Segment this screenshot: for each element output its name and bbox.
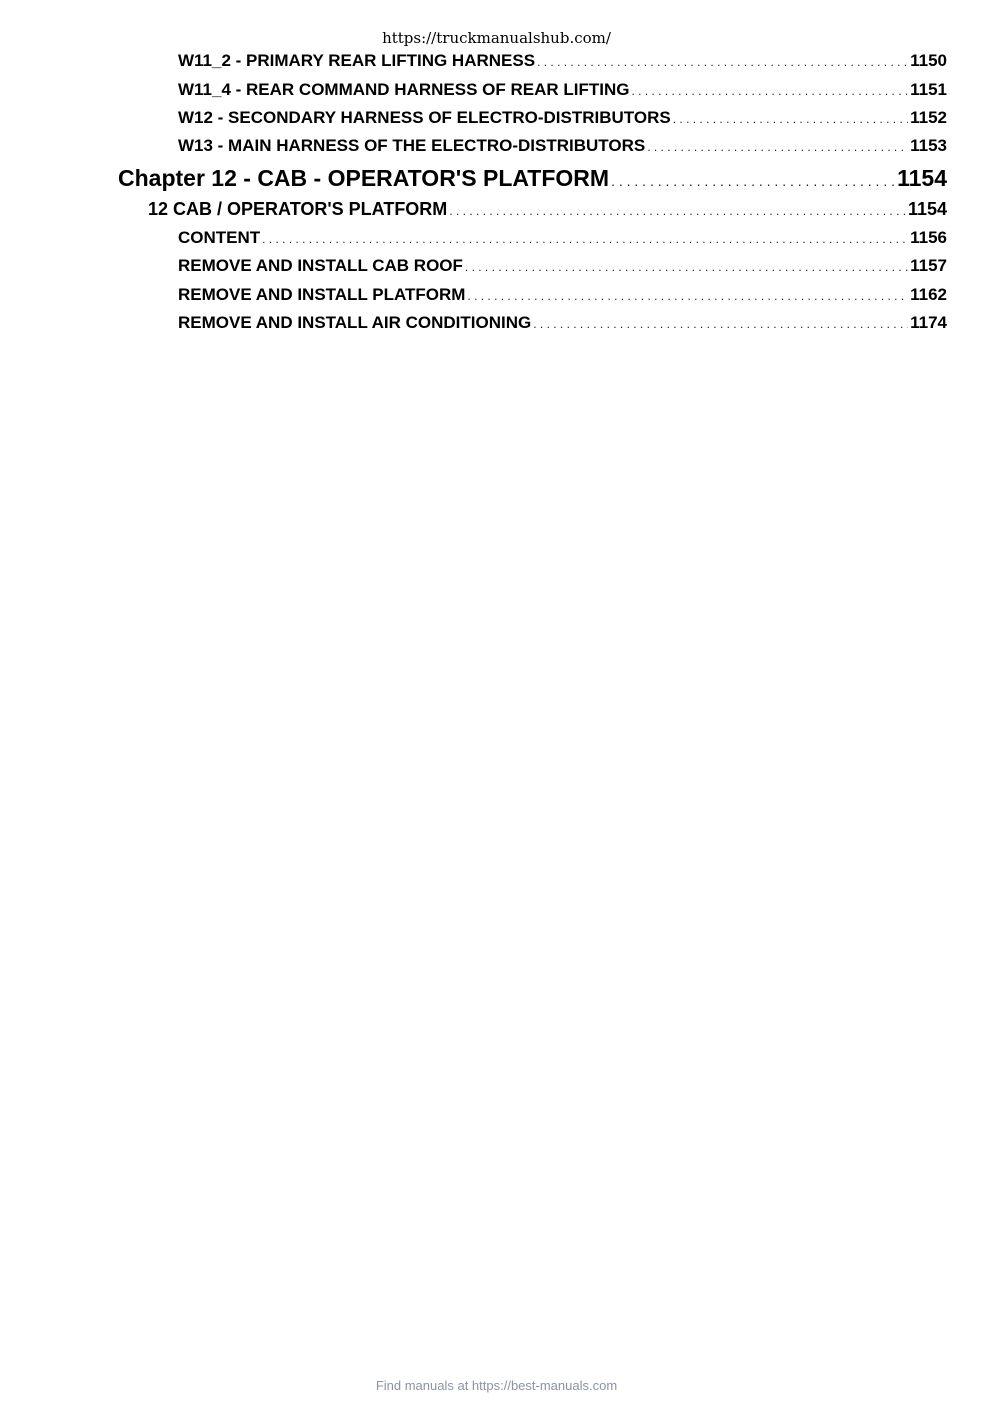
toc-entry-platform[interactable] [178,285,947,306]
toc-chapter-page: 1154 [897,165,947,191]
dot-leader [449,200,906,222]
dot-leader [647,137,908,157]
toc-entry-w13[interactable] [178,136,947,157]
toc-entry-title: REMOVE AND INSTALL AIR CONDITIONING [178,313,532,332]
toc-entry-title: W11_4 - REAR COMMAND HARNESS OF REAR LIFTING [178,80,630,99]
toc-chapter-title: Chapter 12 - CAB - OPERATOR'S PLATFORM [118,165,610,191]
toc-entry-w11-4[interactable] [178,80,947,101]
toc-entry-page: 1174 [910,313,947,332]
toc-entry-w11-2[interactable] [178,51,947,72]
toc-entry-title: W12 - SECONDARY HARNESS OF ELECTRO-DISTRIBUTORS [178,108,671,127]
toc-entry-page: 1151 [910,80,947,99]
toc-entry-content[interactable] [178,228,947,249]
dot-leader [465,257,908,277]
toc-entry-title: REMOVE AND INSTALL PLATFORM [178,285,466,304]
toc-entry-page: 1150 [910,51,947,70]
toc-entry-title: W13 - MAIN HARNESS OF THE ELECTRO-DISTRIBUTORS [178,136,646,155]
dot-leader [673,109,908,129]
toc-section-12[interactable] [148,198,947,222]
toc-entry-cab-roof[interactable] [178,256,947,277]
toc-entry-title: W11_2 - PRIMARY REAR LIFTING HARNESS [178,51,536,70]
dot-leader [537,52,908,72]
toc-section-title: 12 CAB / OPERATOR'S PLATFORM [148,199,448,219]
dot-leader [611,167,895,195]
toc-entry-title: CONTENT [178,228,261,247]
dot-leader [533,314,908,334]
toc-entry-page: 1156 [910,228,947,247]
dot-leader [262,229,908,249]
toc-entry-page: 1153 [910,136,947,155]
dot-leader [631,81,908,101]
toc-entry-page: 1162 [910,285,947,304]
dot-leader [467,286,908,306]
toc-chapter-12[interactable] [118,164,947,195]
toc-section-page: 1154 [907,199,947,219]
toc-entry-w12[interactable] [178,108,947,129]
toc-entry-page: 1152 [910,108,947,127]
footer-link-text[interactable]: Find manuals at https://best-manuals.com [375,1378,618,1393]
toc-entry-page: 1157 [910,256,947,275]
toc-entry-title: REMOVE AND INSTALL CAB ROOF [178,256,463,275]
toc-entry-air-conditioning[interactable] [178,313,947,334]
header-url: https://truckmanualshub.com/ [382,29,611,47]
